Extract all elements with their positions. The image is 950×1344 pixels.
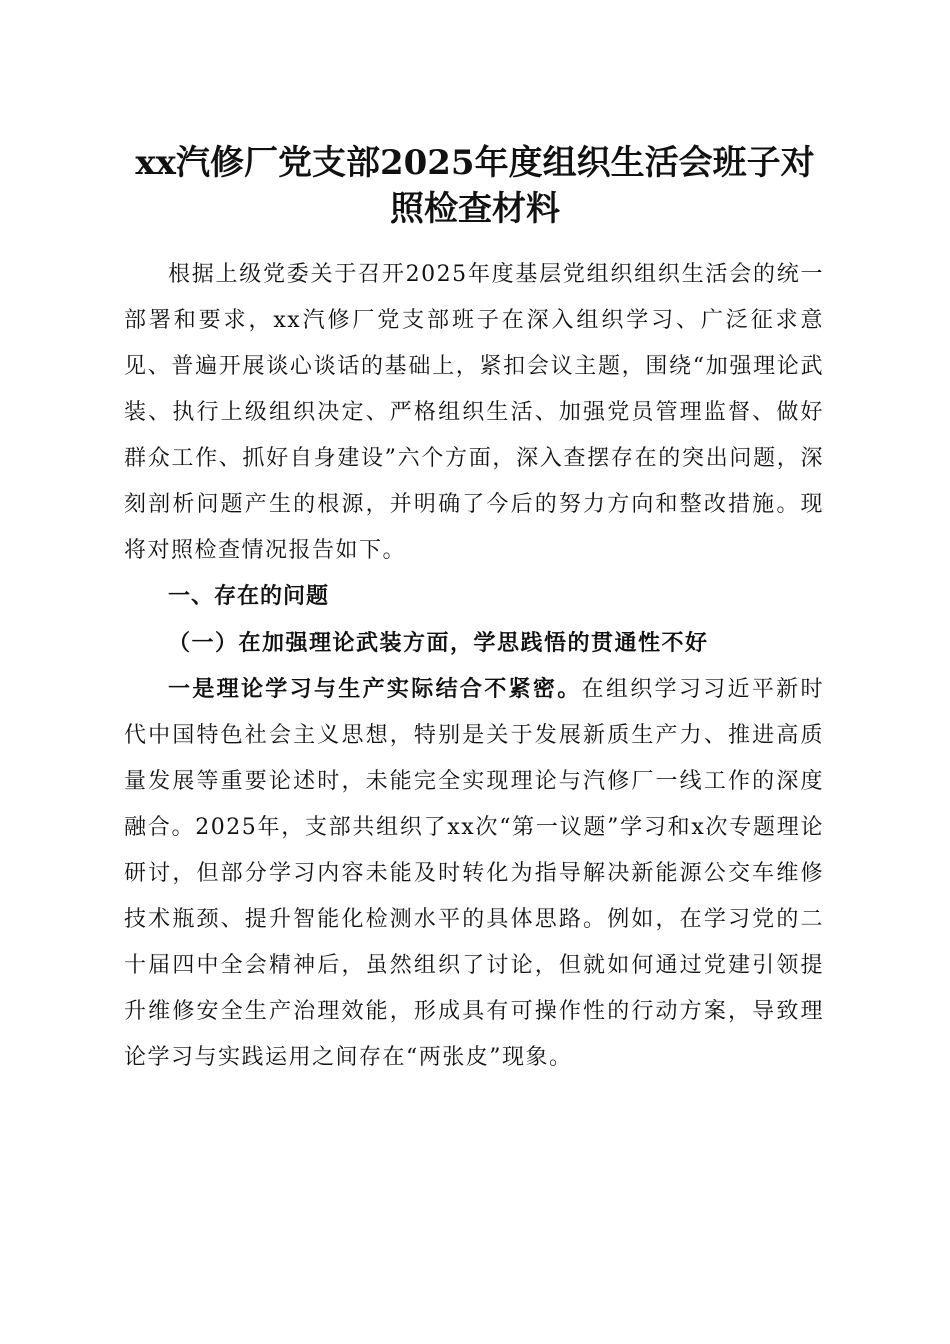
point-body-text: 在组织学习习近平新时代中国特色社会主义思想，特别是关于发展新质生产力、推进高质量发展等重要论述时，未能完全实现理论与汽修厂一线工作的深度融合。2025年，支部共组织了xx次“第一议题”学习和x次专题理论研讨，但部分学习内容未能及时转化为指导解决新能源公交车维修技术瓶颈、提升智能化检测水平的具体思路。例如，在学习党的二十届四中全会精神后，虽然组织了讨论，但就如何通过党建引领提升维修安全生产治理效能，形成具有可操作性的行动方案，导致理论学习与实践运用之间存在“两张皮”现象。 (124, 677, 824, 1070)
subsection-heading: （一）在加强理论武装方面，学思践悟的贯通性不好 (168, 630, 709, 656)
document-title (110, 140, 840, 232)
section-heading: 一、存在的问题 (168, 584, 330, 609)
title-line-2: 照检查材料 (390, 189, 560, 229)
point-lead-sentence: 一是理论学习与生产实际结合不紧密。 (168, 676, 582, 702)
intro-paragraph: 根据上级党委关于召开2025年度基层党组织组织生活会的统一部署和要求，xx汽修厂党支部班子在深入组织学习、广泛征求意见、普遍开展谈心谈话的基础上，紧扣会议主题，围绕“加强理论武装、执行上级组织决定、严格组织生活、加强党员管理监督、做好群众工作、抓好自身建设”六个方面，深入查摆存在的突出问题，深刻剖析问题产生的根源，并明确了今后的努力方向和整改措施。现将对照检查情况报告如下。 (124, 262, 824, 563)
title-line-1: xx汽修厂党支部2025年度组织生活会班子对 (135, 143, 815, 183)
document-body (124, 252, 824, 1081)
point-paragraph (124, 666, 824, 1081)
